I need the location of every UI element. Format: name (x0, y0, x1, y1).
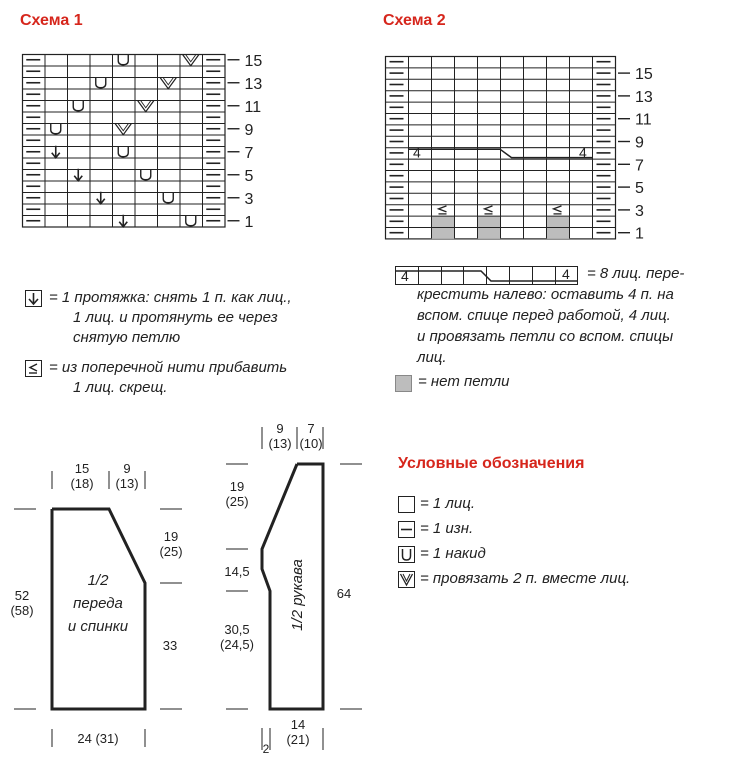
slip-knit-text-1: = 1 протяжка: снять 1 п. как лиц., (49, 289, 292, 306)
body-top-left-dim: 15 (74, 461, 90, 476)
sleeve-top-right-alt: (10) (299, 436, 323, 451)
increase-text-1: = из поперечной нити прибавить (49, 359, 288, 376)
legend-cable (395, 264, 735, 414)
scheme1-row-number: 11 (244, 98, 262, 116)
cable-sample-right-num: 4 (562, 266, 570, 282)
purl-icon (398, 521, 415, 538)
scheme2-row-number: 3 (635, 202, 644, 220)
slip-knit-text-2: 1 лиц. и протянуть ее через (73, 309, 278, 326)
body-left-alt: (58) (10, 603, 34, 618)
sleeve-top-left-alt: (13) (268, 436, 292, 451)
yarn-over-icon (398, 546, 415, 563)
cable-right-num: 4 (579, 144, 587, 161)
body-top-right-alt: (13) (115, 476, 139, 491)
sleeve-top-right-dim: 7 (307, 421, 315, 436)
scheme2-row-number: 5 (635, 180, 644, 198)
sleeve-left-top-alt: (25) (225, 494, 249, 509)
scheme2-row-number: 7 (635, 157, 644, 175)
body-bottom-dim: 24 (31) (77, 731, 119, 746)
scheme1-row-number: 7 (244, 144, 254, 162)
k2tog-text: = провязать 2 п. вместе лиц. (420, 570, 631, 587)
slip-knit-psso-icon (25, 290, 42, 307)
scheme2-row-number: 1 (635, 225, 644, 243)
scheme1-row-number: 13 (244, 75, 263, 93)
sleeve-left-bottom-dim: 30,5 (224, 622, 250, 637)
scheme1-grid-border (23, 55, 226, 228)
cable-left-cross-icon (395, 266, 578, 285)
scheme1-row-number: 15 (244, 52, 263, 70)
body-right-top-dim: 19 (163, 529, 179, 544)
pattern-diagram (0, 415, 380, 765)
knit-text: = 1 лиц. (420, 495, 475, 512)
increase-text-2: 1 лиц. скрещ. (73, 379, 168, 396)
scheme2-row-number: 9 (635, 134, 644, 152)
scheme2-row-number: 15 (635, 66, 653, 84)
body-left-dim: 52 (14, 588, 30, 603)
sleeve-left-bottom-alt: (24,5) (220, 637, 254, 652)
conventions-title: Условные обозначения (398, 455, 585, 472)
body-label-1: 1/2 (87, 572, 109, 589)
cable-left-num: 4 (413, 144, 421, 161)
no-stitch-text: = нет петли (418, 373, 510, 390)
scheme2-chart (383, 54, 653, 244)
body-label-3: и спинки (67, 618, 129, 635)
scheme2-row-number: 11 (635, 111, 652, 129)
knit-icon (398, 496, 415, 513)
sleeve-left-mid-dim: 14,5 (224, 564, 250, 579)
scheme1-row-number: 1 (244, 213, 254, 231)
increase-twisted-icon (25, 360, 42, 377)
slip-knit-text-3: снятую петлю (73, 329, 181, 346)
yarn-over-text: = 1 накид (420, 545, 486, 562)
sleeve-bottom-dim: 14 (290, 717, 306, 732)
sleeve-top-left-dim: 9 (276, 421, 284, 436)
sleeve-bottom-small-dim: 2 (262, 742, 270, 756)
knit-two-together-icon (398, 571, 415, 588)
sleeve-right-dim: 64 (336, 586, 352, 601)
cable-text-5: лиц. (417, 349, 447, 366)
body-top-left-alt: (18) (70, 476, 94, 491)
sleeve-left-top-dim: 19 (229, 479, 245, 494)
scheme1-title: Схема 1 (20, 12, 83, 29)
body-right-bottom-dim: 33 (162, 638, 178, 653)
scheme1-row-number: 3 (244, 190, 254, 208)
body-label-2: переда (73, 595, 123, 612)
scheme2-row-number: 13 (635, 88, 653, 106)
no-stitch-icon (395, 375, 412, 392)
scheme1-row-number: 9 (244, 121, 254, 139)
sleeve-bottom-alt: (21) (286, 732, 310, 747)
body-right-top-alt: (25) (159, 544, 183, 559)
sleeve-label: 1/2 рукава (289, 559, 306, 631)
body-top-right-dim: 9 (123, 461, 131, 476)
cable-text-4: и провязать петли со вспом. спицы (417, 328, 674, 345)
scheme2-title: Схема 2 (383, 12, 446, 29)
purl-text: = 1 изн. (420, 520, 474, 537)
cable-sample-left-num: 4 (401, 268, 409, 284)
conventions-list (398, 493, 718, 613)
cable-text-3: вспом. спице перед работой, 4 лиц. (417, 307, 671, 324)
scheme1-row-number: 5 (244, 167, 254, 185)
cable-text-1: = 8 лиц. пере- (587, 265, 685, 282)
cable-text-2: крестить налево: оставить 4 п. на (417, 286, 674, 303)
scheme1-chart (20, 50, 290, 245)
